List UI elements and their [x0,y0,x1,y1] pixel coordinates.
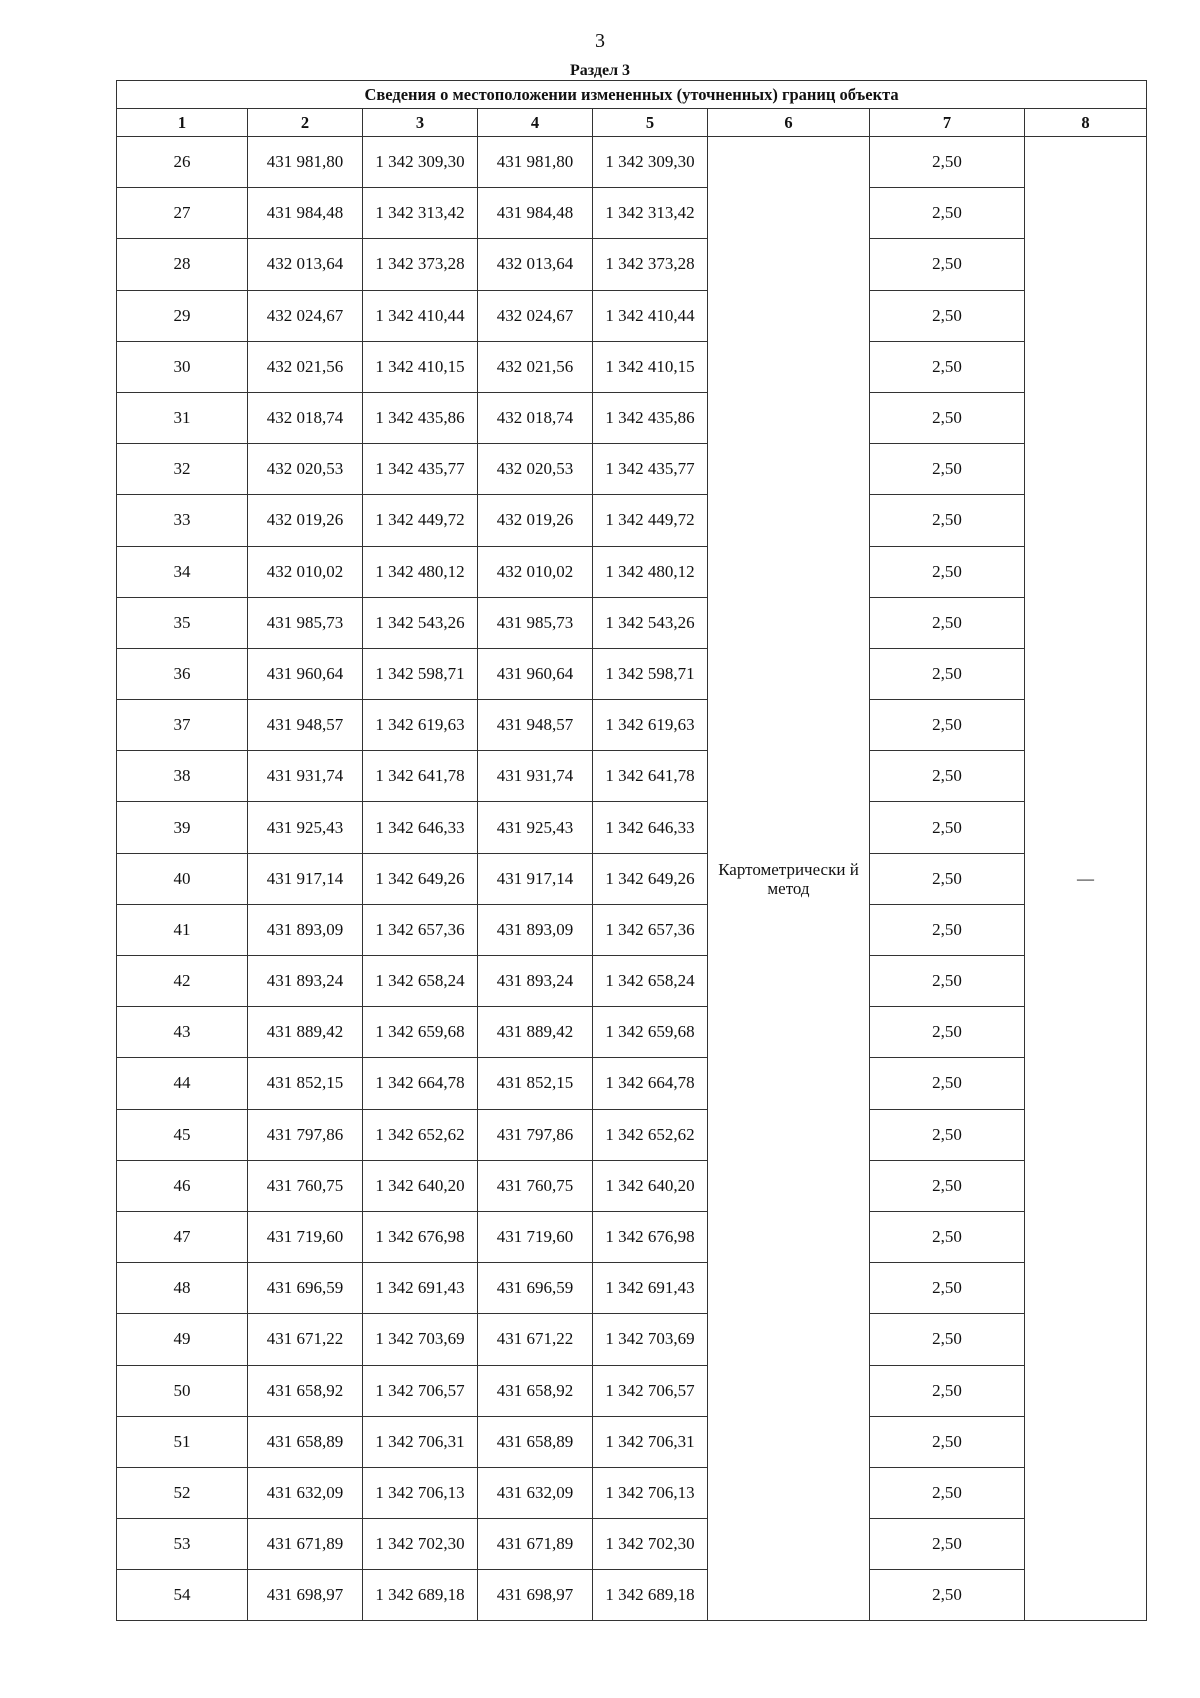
cell-old-y: 1 342 649,26 [363,853,478,904]
cell-precision: 2,50 [870,546,1025,597]
table-row [117,495,1147,546]
cell-old-y: 1 342 619,63 [363,700,478,751]
table-row [117,239,1147,290]
cell-point-number: 35 [117,597,248,648]
cell-new-x: 432 018,74 [478,392,593,443]
cell-old-x: 431 760,75 [248,1160,363,1211]
table-row [117,444,1147,495]
cell-old-y: 1 342 676,98 [363,1211,478,1262]
cell-new-y: 1 342 706,31 [593,1416,708,1467]
cell-precision: 2,50 [870,1467,1025,1518]
cell-point-number: 49 [117,1314,248,1365]
cell-old-x: 431 889,42 [248,1007,363,1058]
cell-old-x: 431 893,09 [248,904,363,955]
cell-old-x: 431 981,80 [248,137,363,188]
coordinates-table [116,80,1147,1621]
cell-precision: 2,50 [870,137,1025,188]
table-row [117,546,1147,597]
table-row [117,1007,1147,1058]
cell-point-number: 38 [117,751,248,802]
table-row [117,1570,1147,1621]
column-number-1: 1 [117,109,248,137]
cell-point-number: 33 [117,495,248,546]
cell-precision: 2,50 [870,341,1025,392]
cell-new-x: 431 985,73 [478,597,593,648]
cell-precision: 2,50 [870,1007,1025,1058]
cell-point-number: 43 [117,1007,248,1058]
cell-new-x: 431 925,43 [478,802,593,853]
cell-new-x: 432 021,56 [478,341,593,392]
cell-col8: — [1025,137,1147,1621]
cell-point-number: 47 [117,1211,248,1262]
cell-new-y: 1 342 706,13 [593,1467,708,1518]
cell-old-y: 1 342 449,72 [363,495,478,546]
cell-new-x: 431 671,22 [478,1314,593,1365]
column-number-6: 6 [708,109,870,137]
cell-new-y: 1 342 640,20 [593,1160,708,1211]
cell-old-x: 431 893,24 [248,956,363,1007]
cell-precision: 2,50 [870,1058,1025,1109]
cell-precision: 2,50 [870,751,1025,802]
cell-new-y: 1 342 706,57 [593,1365,708,1416]
cell-new-x: 431 917,14 [478,853,593,904]
cell-new-y: 1 342 410,44 [593,290,708,341]
cell-point-number: 50 [117,1365,248,1416]
cell-new-y: 1 342 449,72 [593,495,708,546]
cell-new-y: 1 342 657,36 [593,904,708,955]
cell-old-y: 1 342 706,57 [363,1365,478,1416]
cell-old-y: 1 342 659,68 [363,1007,478,1058]
cell-point-number: 44 [117,1058,248,1109]
cell-old-y: 1 342 657,36 [363,904,478,955]
cell-new-y: 1 342 480,12 [593,546,708,597]
cell-point-number: 51 [117,1416,248,1467]
table-row [117,700,1147,751]
table-row [117,137,1147,188]
cell-new-x: 431 893,24 [478,956,593,1007]
cell-point-number: 41 [117,904,248,955]
cell-old-y: 1 342 689,18 [363,1570,478,1621]
cell-new-x: 431 698,97 [478,1570,593,1621]
cell-new-y: 1 342 641,78 [593,751,708,802]
table-row [117,956,1147,1007]
cell-old-x: 431 984,48 [248,188,363,239]
cell-point-number: 40 [117,853,248,904]
table-row [117,1314,1147,1365]
cell-old-y: 1 342 702,30 [363,1519,478,1570]
cell-point-number: 36 [117,648,248,699]
column-number-8: 8 [1025,109,1147,137]
cell-new-y: 1 342 652,62 [593,1109,708,1160]
cell-new-x: 431 658,92 [478,1365,593,1416]
table-row [117,904,1147,955]
cell-old-y: 1 342 373,28 [363,239,478,290]
cell-new-y: 1 342 702,30 [593,1519,708,1570]
cell-new-y: 1 342 659,68 [593,1007,708,1058]
cell-new-y: 1 342 410,15 [593,341,708,392]
cell-old-y: 1 342 703,69 [363,1314,478,1365]
table-row [117,1519,1147,1570]
cell-new-x: 432 020,53 [478,444,593,495]
cell-old-x: 432 019,26 [248,495,363,546]
cell-new-y: 1 342 664,78 [593,1058,708,1109]
table-row [117,1416,1147,1467]
cell-old-y: 1 342 598,71 [363,648,478,699]
cell-new-x: 431 632,09 [478,1467,593,1518]
cell-point-number: 37 [117,700,248,751]
cell-point-number: 32 [117,444,248,495]
cell-old-x: 431 658,92 [248,1365,363,1416]
cell-point-number: 48 [117,1263,248,1314]
cell-precision: 2,50 [870,1519,1025,1570]
cell-new-x: 432 024,67 [478,290,593,341]
cell-old-y: 1 342 706,13 [363,1467,478,1518]
cell-old-y: 1 342 641,78 [363,751,478,802]
column-number-5: 5 [593,109,708,137]
table-row [117,1109,1147,1160]
cell-new-y: 1 342 689,18 [593,1570,708,1621]
cell-new-x: 432 013,64 [478,239,593,290]
cell-point-number: 29 [117,290,248,341]
cell-precision: 2,50 [870,1570,1025,1621]
cell-old-x: 431 671,89 [248,1519,363,1570]
cell-precision: 2,50 [870,1416,1025,1467]
table-row [117,341,1147,392]
table-row [117,1263,1147,1314]
cell-point-number: 30 [117,341,248,392]
cell-old-y: 1 342 410,44 [363,290,478,341]
cell-old-x: 431 925,43 [248,802,363,853]
cell-new-x: 431 719,60 [478,1211,593,1262]
cell-precision: 2,50 [870,290,1025,341]
cell-new-y: 1 342 649,26 [593,853,708,904]
cell-new-y: 1 342 703,69 [593,1314,708,1365]
cell-new-y: 1 342 373,28 [593,239,708,290]
cell-point-number: 39 [117,802,248,853]
table-row [117,648,1147,699]
cell-old-y: 1 342 435,86 [363,392,478,443]
cell-precision: 2,50 [870,495,1025,546]
page-number: 3 [595,30,605,52]
table-row [117,392,1147,443]
table-row [117,290,1147,341]
table-row [117,853,1147,904]
cell-old-y: 1 342 313,42 [363,188,478,239]
cell-new-y: 1 342 619,63 [593,700,708,751]
cell-new-x: 431 931,74 [478,751,593,802]
cell-new-x: 432 019,26 [478,495,593,546]
cell-new-y: 1 342 313,42 [593,188,708,239]
table-row [117,1058,1147,1109]
cell-old-x: 431 960,64 [248,648,363,699]
column-number-7: 7 [870,109,1025,137]
cell-old-y: 1 342 640,20 [363,1160,478,1211]
section-title: Раздел 3 [569,62,631,79]
cell-precision: 2,50 [870,597,1025,648]
cell-old-x: 431 917,14 [248,853,363,904]
cell-point-number: 45 [117,1109,248,1160]
cell-new-x: 431 981,80 [478,137,593,188]
cell-new-y: 1 342 658,24 [593,956,708,1007]
cell-point-number: 54 [117,1570,248,1621]
cell-precision: 2,50 [870,956,1025,1007]
cell-new-x: 431 960,64 [478,648,593,699]
cell-precision: 2,50 [870,904,1025,955]
cell-old-y: 1 342 309,30 [363,137,478,188]
cell-point-number: 42 [117,956,248,1007]
cell-old-y: 1 342 664,78 [363,1058,478,1109]
cell-precision: 2,50 [870,648,1025,699]
column-number-4: 4 [478,109,593,137]
cell-precision: 2,50 [870,392,1025,443]
cell-old-y: 1 342 435,77 [363,444,478,495]
cell-new-x: 431 889,42 [478,1007,593,1058]
table-row [117,597,1147,648]
cell-old-x: 431 698,97 [248,1570,363,1621]
cell-precision: 2,50 [870,1365,1025,1416]
cell-precision: 2,50 [870,239,1025,290]
cell-old-x: 432 024,67 [248,290,363,341]
cell-old-x: 431 719,60 [248,1211,363,1262]
cell-old-y: 1 342 480,12 [363,546,478,597]
cell-old-x: 432 010,02 [248,546,363,597]
cell-old-y: 1 342 646,33 [363,802,478,853]
cell-new-x: 431 671,89 [478,1519,593,1570]
cell-old-x: 431 931,74 [248,751,363,802]
cell-point-number: 27 [117,188,248,239]
cell-point-number: 53 [117,1519,248,1570]
cell-point-number: 46 [117,1160,248,1211]
cell-old-x: 431 658,89 [248,1416,363,1467]
cell-old-x: 432 020,53 [248,444,363,495]
cell-old-x: 431 948,57 [248,700,363,751]
cell-new-x: 431 797,86 [478,1109,593,1160]
cell-precision: 2,50 [870,188,1025,239]
table-row [117,1160,1147,1211]
cell-point-number: 34 [117,546,248,597]
cell-new-y: 1 342 435,86 [593,392,708,443]
cell-new-y: 1 342 543,26 [593,597,708,648]
cell-precision: 2,50 [870,700,1025,751]
cell-old-x: 432 013,64 [248,239,363,290]
cell-new-y: 1 342 435,77 [593,444,708,495]
cell-precision: 2,50 [870,1211,1025,1262]
cell-old-x: 431 852,15 [248,1058,363,1109]
cell-new-y: 1 342 676,98 [593,1211,708,1262]
cell-new-x: 432 010,02 [478,546,593,597]
cell-new-x: 431 696,59 [478,1263,593,1314]
cell-point-number: 26 [117,137,248,188]
cell-new-x: 431 948,57 [478,700,593,751]
cell-new-y: 1 342 598,71 [593,648,708,699]
table-row [117,188,1147,239]
table-row [117,1467,1147,1518]
cell-new-x: 431 893,09 [478,904,593,955]
cell-old-x: 432 018,74 [248,392,363,443]
table-row [117,1365,1147,1416]
column-number-2: 2 [248,109,363,137]
cell-precision: 2,50 [870,1160,1025,1211]
cell-old-x: 431 797,86 [248,1109,363,1160]
cell-old-x: 431 696,59 [248,1263,363,1314]
cell-new-y: 1 342 646,33 [593,802,708,853]
table-caption: Сведения о местоположении измененных (уточненных) границ объекта [117,81,1147,109]
cell-precision: 2,50 [870,1314,1025,1365]
cell-old-y: 1 342 652,62 [363,1109,478,1160]
cell-precision: 2,50 [870,444,1025,495]
cell-old-x: 432 021,56 [248,341,363,392]
cell-old-x: 431 671,22 [248,1314,363,1365]
cell-precision: 2,50 [870,853,1025,904]
table-row [117,751,1147,802]
cell-new-y: 1 342 309,30 [593,137,708,188]
cell-new-x: 431 658,89 [478,1416,593,1467]
cell-old-x: 431 632,09 [248,1467,363,1518]
cell-point-number: 28 [117,239,248,290]
cell-new-y: 1 342 691,43 [593,1263,708,1314]
table-row [117,1211,1147,1262]
cell-point-number: 52 [117,1467,248,1518]
cell-new-x: 431 760,75 [478,1160,593,1211]
table-body [117,137,1147,1621]
cell-new-x: 431 984,48 [478,188,593,239]
table-row [117,802,1147,853]
cell-old-y: 1 342 658,24 [363,956,478,1007]
cell-old-y: 1 342 691,43 [363,1263,478,1314]
cell-point-number: 31 [117,392,248,443]
cell-old-x: 431 985,73 [248,597,363,648]
cell-new-x: 431 852,15 [478,1058,593,1109]
cell-precision: 2,50 [870,802,1025,853]
cell-old-y: 1 342 706,31 [363,1416,478,1467]
cell-method: Картометрически й метод [708,137,870,1621]
column-number-3: 3 [363,109,478,137]
cell-old-y: 1 342 410,15 [363,341,478,392]
cell-precision: 2,50 [870,1263,1025,1314]
cell-old-y: 1 342 543,26 [363,597,478,648]
cell-precision: 2,50 [870,1109,1025,1160]
